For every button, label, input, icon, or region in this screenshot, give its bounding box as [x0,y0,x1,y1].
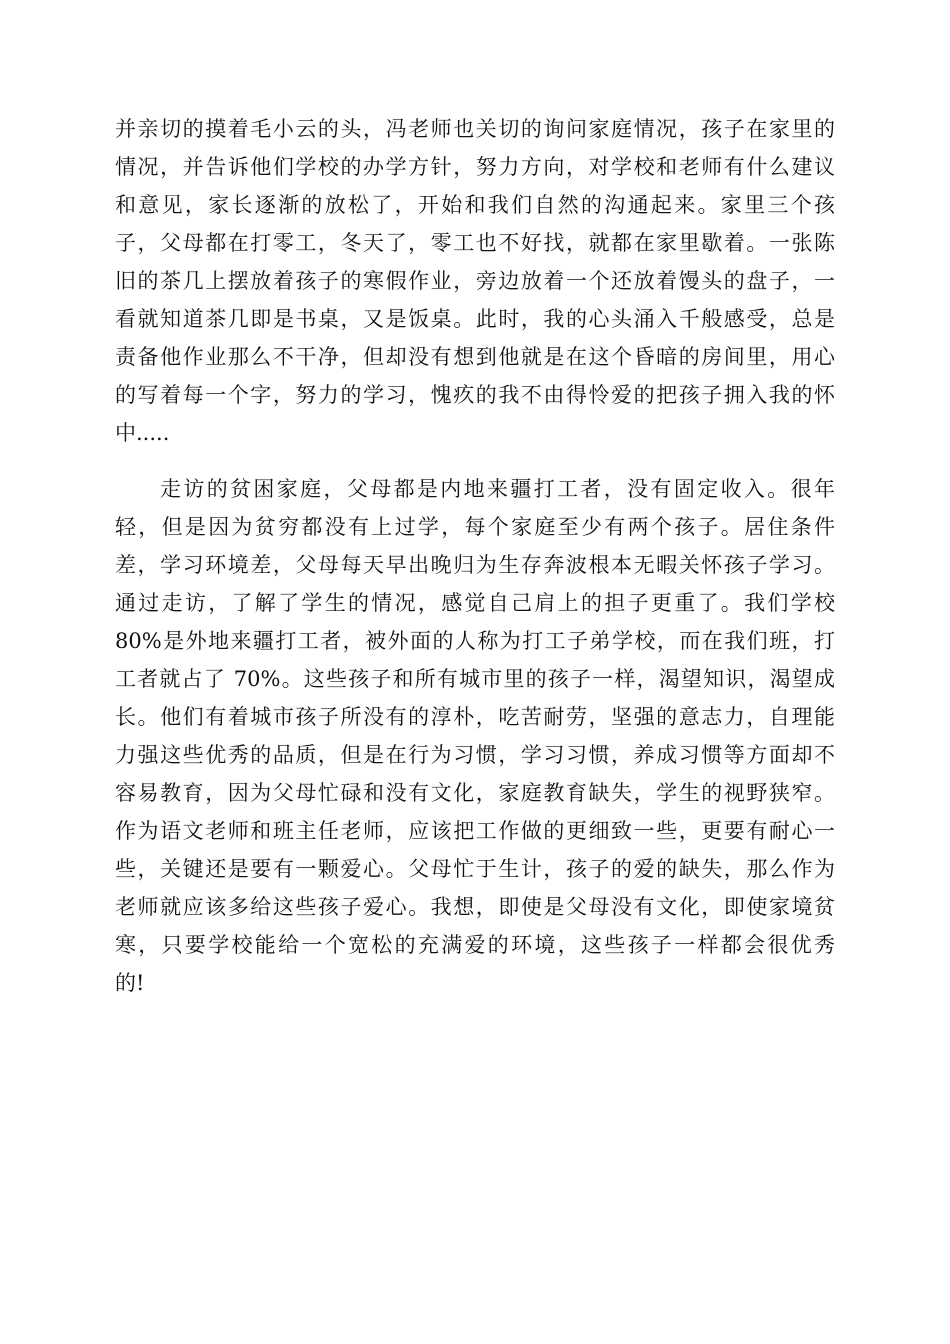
text-line: 长。他们有着城市孩子所没有的淳朴，吃苦耐劳，坚强的意志力，自理能 [115,705,835,729]
text-line: 工者就占了 70%。这些孩子和所有城市里的孩子一样，渴望知识，渴望成 [115,667,835,691]
text-line: 责备他作业那么不干净，但却没有想到他就是在这个昏暗的房间里，用心 [115,345,835,369]
text-line: 走访的贫困家庭，父母都是内地来疆打工者，没有固定收入。很年 [160,477,835,501]
text-line: 并亲切的摸着毛小云的头，冯老师也关切的询问家庭情况，孩子在家里的 [115,117,835,141]
text-line: 差，学习环境差，父母每天早出晚归为生存奔波根本无暇关怀孩子学习。 [115,553,835,577]
text-line: 的! [115,971,145,995]
text-line: 容易教育，因为父母忙碌和没有文化，家庭教育缺失，学生的视野狭窄。 [115,781,835,805]
text-line: 通过走访，了解了学生的情况，感觉自己肩上的担子更重了。我们学校 [115,591,835,615]
text-line: 作为语文老师和班主任老师，应该把工作做的更细致一些，更要有耐心一 [115,819,835,843]
text-line: 和意见，家长逐渐的放松了，开始和我们自然的沟通起来。家里三个孩 [115,193,835,217]
text-line: 子，父母都在打零工，冬天了，零工也不好找，就都在家里歇着。一张陈 [115,231,835,255]
text-line: 情况，并告诉他们学校的办学方针，努力方向，对学校和老师有什么建议 [115,155,835,179]
text-line: 些，关键还是要有一颗爱心。父母忙于生计，孩子的爱的缺失，那么作为 [115,857,835,881]
text-line: 轻，但是因为贫穷都没有上过学，每个家庭至少有两个孩子。居住条件 [115,515,835,539]
text-line: 80%是外地来疆打工者，被外面的人称为打工子弟学校，而在我们班，打 [115,629,835,653]
text-line: 中..... [115,421,170,445]
text-line: 力强这些优秀的品质，但是在行为习惯，学习习惯，养成习惯等方面却不 [115,743,835,767]
text-line: 旧的茶几上摆放着孩子的寒假作业，旁边放着一个还放着馒头的盘子，一 [115,269,835,293]
text-line: 的写着每一个字，努力的学习，愧疚的我不由得怜爱的把孩子拥入我的怀 [115,383,835,407]
text-line: 寒，只要学校能给一个宽松的充满爱的环境，这些孩子一样都会很优秀 [115,933,835,957]
text-line: 老师就应该多给这些孩子爱心。我想，即使是父母没有文化，即使家境贫 [115,895,835,919]
text-line: 看就知道茶几即是书桌，又是饭桌。此时，我的心头涌入千般感受，总是 [115,307,835,331]
